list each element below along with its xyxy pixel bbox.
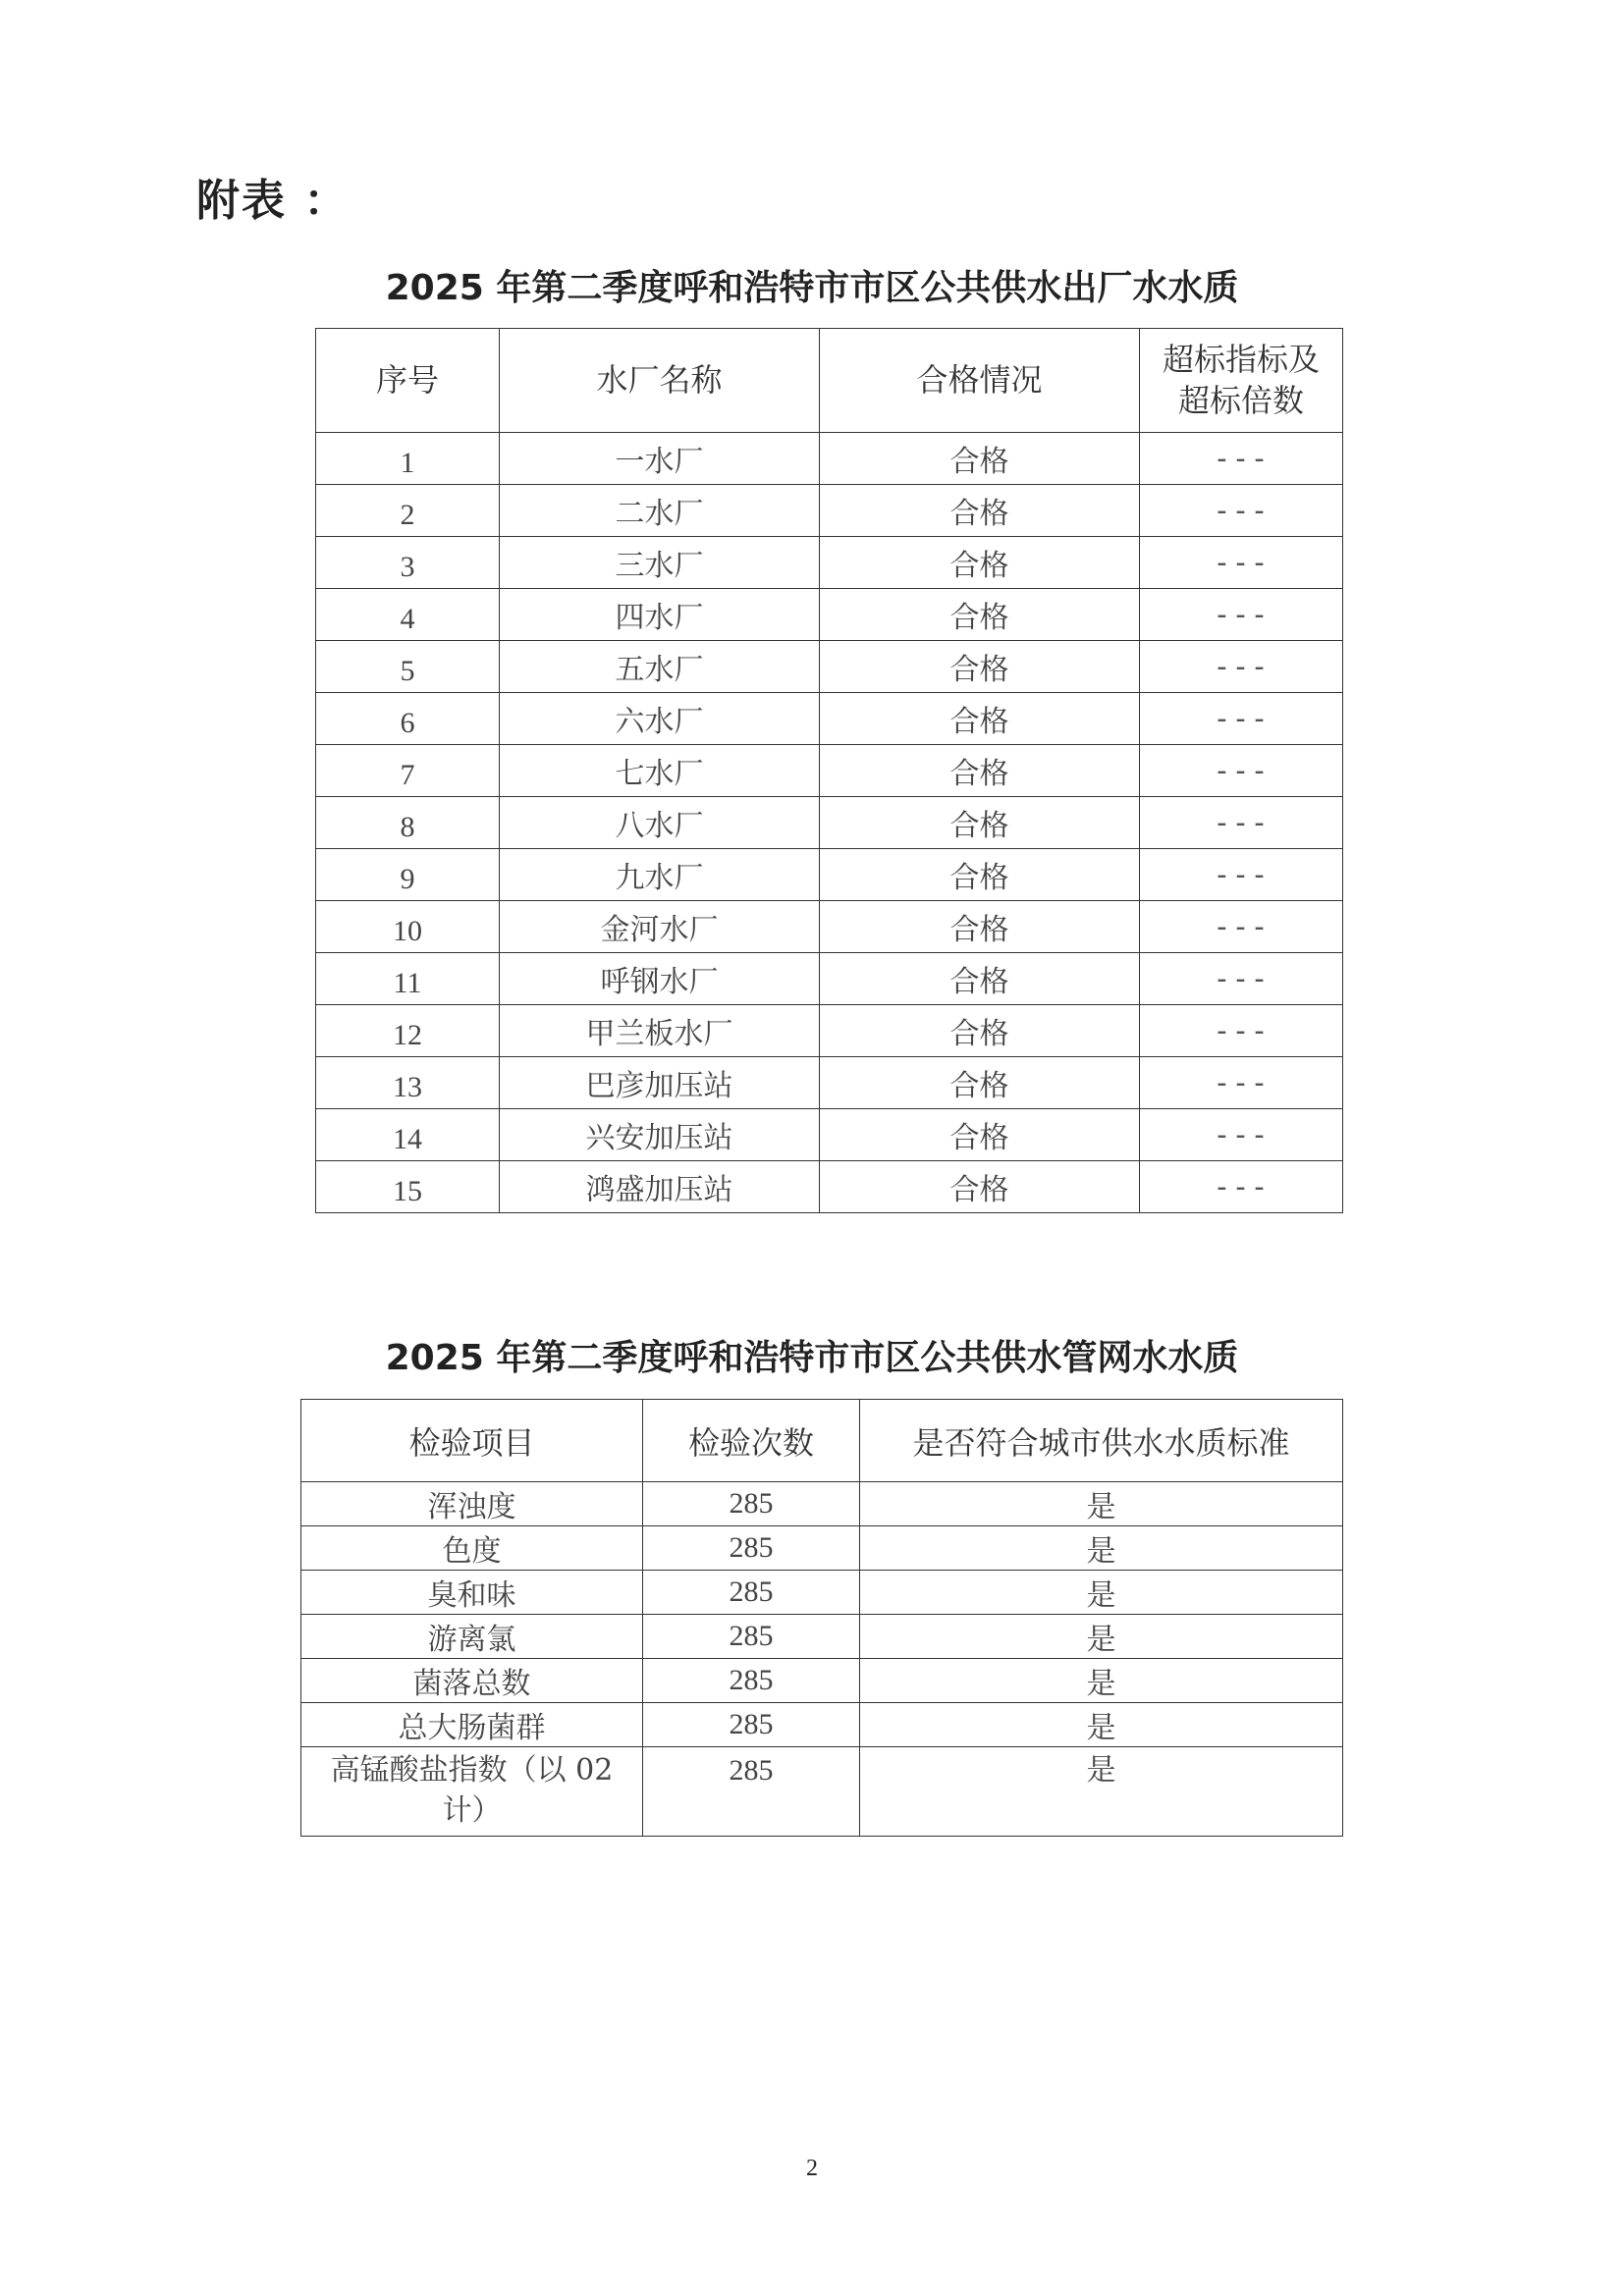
seq-cell: 11 — [316, 953, 500, 1005]
table-row — [316, 1161, 1343, 1213]
exceed-cell: --- — [1140, 1109, 1343, 1161]
seq-cell: 14 — [316, 1109, 500, 1161]
table-row — [301, 1703, 1343, 1747]
status-cell: 合格 — [820, 537, 1140, 589]
header-exceed — [1140, 329, 1343, 433]
exceed-cell: --- — [1140, 433, 1343, 485]
compliant-cell: 是 — [860, 1659, 1343, 1703]
plant-name-cell: 鸿盛加压站 — [500, 1161, 820, 1213]
item-cell: 游离氯 — [301, 1615, 643, 1659]
exceed-cell: --- — [1140, 1057, 1343, 1109]
plants-table-title: 2025 年第二季度呼和浩特市市区公共供水出厂水水质 — [385, 268, 1239, 308]
plant-name-cell: 九水厂 — [500, 849, 820, 901]
status-cell: 合格 — [820, 1057, 1140, 1109]
seq-cell: 10 — [316, 901, 500, 953]
plant-name-cell: 二水厂 — [500, 485, 820, 537]
table-row — [316, 433, 1343, 485]
plant-name-cell: 七水厂 — [500, 745, 820, 797]
item-cell: 总大肠菌群 — [301, 1703, 643, 1747]
status-cell: 合格 — [820, 693, 1140, 745]
compliant-cell: 是 — [860, 1615, 1343, 1659]
item-line1: 高锰酸盐指数（以 02 — [330, 1753, 614, 1788]
exceed-cell: --- — [1140, 1005, 1343, 1057]
table-row — [316, 745, 1343, 797]
item-cell: 浑浊度 — [301, 1482, 643, 1526]
exceed-cell: --- — [1140, 641, 1343, 693]
status-cell: 合格 — [820, 953, 1140, 1005]
status-cell: 合格 — [820, 745, 1140, 797]
seq-cell: 1 — [316, 433, 500, 485]
table-row — [316, 953, 1343, 1005]
header-exceed-line1: 超标指标及 — [1162, 340, 1320, 378]
exceed-cell: --- — [1140, 589, 1343, 641]
seq-cell: 9 — [316, 849, 500, 901]
exceed-cell: --- — [1140, 797, 1343, 849]
network-water-quality-table — [300, 1399, 1343, 1837]
table-row — [316, 537, 1343, 589]
status-cell: 合格 — [820, 485, 1140, 537]
exceed-cell: --- — [1140, 1161, 1343, 1213]
plant-name-cell: 兴安加压站 — [500, 1109, 820, 1161]
table-row — [316, 693, 1343, 745]
item-cell: 色度 — [301, 1526, 643, 1571]
table-header-row — [301, 1400, 1343, 1482]
status-cell: 合格 — [820, 589, 1140, 641]
exceed-cell: --- — [1140, 537, 1343, 589]
table-row — [301, 1571, 1343, 1615]
plant-name-cell: 六水厂 — [500, 693, 820, 745]
count-cell: 285 — [643, 1747, 860, 1837]
status-cell: 合格 — [820, 901, 1140, 953]
plant-name-cell: 八水厂 — [500, 797, 820, 849]
compliant-cell: 是 — [860, 1526, 1343, 1571]
table-row — [316, 849, 1343, 901]
page-number: 2 — [806, 2156, 818, 2181]
header-seq: 序号 — [316, 329, 500, 433]
seq-cell: 13 — [316, 1057, 500, 1109]
exceed-cell: --- — [1140, 953, 1343, 1005]
compliant-cell: 是 — [860, 1482, 1343, 1526]
seq-cell: 12 — [316, 1005, 500, 1057]
count-cell: 285 — [643, 1703, 860, 1747]
header-item: 检验项目 — [301, 1400, 643, 1482]
count-cell: 285 — [643, 1526, 860, 1571]
plant-name-cell: 三水厂 — [500, 537, 820, 589]
item-cell: 臭和味 — [301, 1571, 643, 1615]
seq-cell: 4 — [316, 589, 500, 641]
header-exceed-line2: 超标倍数 — [1177, 381, 1304, 419]
plant-name-cell: 呼钢水厂 — [500, 953, 820, 1005]
item-line2: 计） — [442, 1792, 502, 1828]
status-cell: 合格 — [820, 1161, 1140, 1213]
header-status: 合格情况 — [820, 329, 1140, 433]
table-row — [316, 485, 1343, 537]
exceed-cell: --- — [1140, 485, 1343, 537]
table-row — [316, 589, 1343, 641]
status-cell: 合格 — [820, 797, 1140, 849]
plant-name-cell: 一水厂 — [500, 433, 820, 485]
compliant-cell: 是 — [860, 1747, 1343, 1837]
item-cell: 菌落总数 — [301, 1659, 643, 1703]
exceed-cell: --- — [1140, 693, 1343, 745]
seq-cell: 6 — [316, 693, 500, 745]
seq-cell: 5 — [316, 641, 500, 693]
status-cell: 合格 — [820, 1109, 1140, 1161]
table-row — [316, 1005, 1343, 1057]
seq-cell: 15 — [316, 1161, 500, 1213]
table-row — [316, 901, 1343, 953]
table-row — [301, 1482, 1343, 1526]
seq-cell: 3 — [316, 537, 500, 589]
plant-name-cell: 甲兰板水厂 — [500, 1005, 820, 1057]
exceed-cell: --- — [1140, 745, 1343, 797]
table-row — [316, 1109, 1343, 1161]
count-cell: 285 — [643, 1615, 860, 1659]
header-count: 检验次数 — [643, 1400, 860, 1482]
status-cell: 合格 — [820, 641, 1140, 693]
network-table-title: 2025 年第二季度呼和浩特市市区公共供水管网水水质 — [385, 1338, 1239, 1378]
plants-water-quality-table — [315, 328, 1343, 1213]
table-row — [301, 1526, 1343, 1571]
seq-cell: 8 — [316, 797, 500, 849]
status-cell: 合格 — [820, 433, 1140, 485]
count-cell: 285 — [643, 1482, 860, 1526]
appendix-heading: 附表 ： — [196, 176, 350, 226]
table-row — [301, 1747, 1343, 1837]
plant-name-cell: 金河水厂 — [500, 901, 820, 953]
table-row — [316, 641, 1343, 693]
table-row — [316, 797, 1343, 849]
status-cell: 合格 — [820, 849, 1140, 901]
count-cell: 285 — [643, 1571, 860, 1615]
table-row — [301, 1659, 1343, 1703]
header-compliant: 是否符合城市供水水质标准 — [860, 1400, 1343, 1482]
table-row — [316, 1057, 1343, 1109]
plant-name-cell: 五水厂 — [500, 641, 820, 693]
compliant-cell: 是 — [860, 1571, 1343, 1615]
count-cell: 285 — [643, 1659, 860, 1703]
item-cell — [301, 1747, 643, 1837]
table-header-row — [316, 329, 1343, 433]
seq-cell: 7 — [316, 745, 500, 797]
plant-name-cell: 巴彦加压站 — [500, 1057, 820, 1109]
seq-cell: 2 — [316, 485, 500, 537]
status-cell: 合格 — [820, 1005, 1140, 1057]
header-plant-name: 水厂名称 — [500, 329, 820, 433]
exceed-cell: --- — [1140, 849, 1343, 901]
table-row — [301, 1615, 1343, 1659]
exceed-cell: --- — [1140, 901, 1343, 953]
plant-name-cell: 四水厂 — [500, 589, 820, 641]
compliant-cell: 是 — [860, 1703, 1343, 1747]
